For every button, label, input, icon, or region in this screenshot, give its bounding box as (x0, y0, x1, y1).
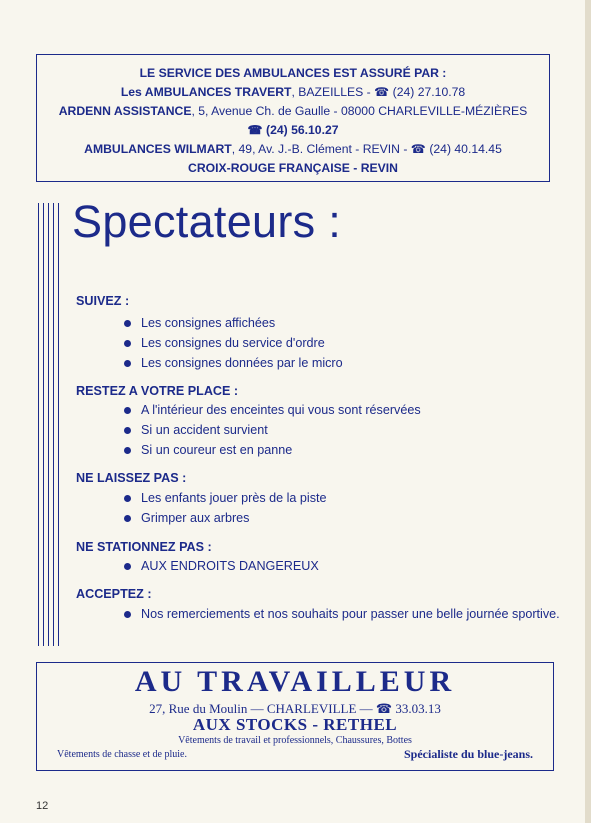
advert-right-note: Spécialiste du blue-jeans. (403, 747, 533, 761)
list-item: A l'intérieur des enceintes qui vous sont réservées (124, 400, 421, 420)
ambulance-heading: LE SERVICE DES AMBULANCES EST ASSURÉ PAR : (139, 66, 447, 80)
advert-left-note: Vêtements de chasse et de pluie. (57, 749, 187, 760)
list-item: Les consignes données par le micro (124, 353, 343, 373)
page-number: 12 (36, 800, 49, 812)
list-item: AUX ENDROITS DANGEREUX (124, 556, 319, 576)
page-title: Spectateurs : (72, 196, 342, 247)
section-heading-ne-laissez-pas: NE LAISSEZ PAS : (76, 471, 187, 485)
ambulance-line-2: ARDENN ASSISTANCE, 5, Avenue Ch. de Gaulle - 08000 CHARLEVILLE-MÉZIÈRES (58, 104, 528, 118)
list-item: Si un coureur est en panne (124, 440, 421, 460)
decorative-lines (38, 203, 60, 646)
advert-address: 27, Rue du Moulin — CHARLEVILLE — ☎ 33.03.13 (149, 701, 441, 716)
advert-name: AU TRAVAILLEUR (134, 665, 456, 698)
page-edge (585, 0, 591, 823)
section-heading-acceptez: ACCEPTEZ : (76, 587, 152, 601)
list-item: Les enfants jouer près de la piste (124, 488, 327, 508)
section-list-restez (124, 400, 421, 460)
section-list-ne-laissez-pas (124, 488, 327, 528)
list-item: Nos remerciements et nos souhaits pour passer une belle journée sportive. (124, 604, 561, 624)
ambulance-line-4: AMBULANCES WILMART, 49, Av. J.-B. Clément - REVIN - ☎ (24) 40.14.45 (84, 142, 502, 156)
ambulance-line-1: Les AMBULANCES TRAVERT, BAZEILLES - ☎ (24) 27.10.78 (120, 85, 466, 99)
section-list-suivez (124, 313, 343, 373)
section-heading-ne-stationnez-pas: NE STATIONNEZ PAS : (76, 540, 212, 554)
ambulance-info-box (36, 54, 550, 182)
ambulance-line-5: CROIX-ROUGE FRANÇAISE - REVIN (188, 161, 398, 175)
ambulance-line-3: ☎ (24) 56.10.27 (247, 123, 339, 137)
section-list-ne-stationnez-pas (124, 556, 319, 576)
list-item: Les consignes affichées (124, 313, 343, 333)
section-heading-restez: RESTEZ A VOTRE PLACE : (76, 384, 239, 398)
section-heading-suivez: SUIVEZ : (76, 294, 130, 308)
advert-description: Vêtements de travail et professionnels, Chaussures, Bottes (178, 735, 412, 746)
advert-box (36, 662, 554, 771)
list-item: Les consignes du service d'ordre (124, 333, 343, 353)
list-item: Si un accident survient (124, 420, 421, 440)
section-list-acceptez (124, 604, 561, 624)
list-item: Grimper aux arbres (124, 508, 327, 528)
advert-stocks: AUX STOCKS - RETHEL (192, 715, 398, 734)
